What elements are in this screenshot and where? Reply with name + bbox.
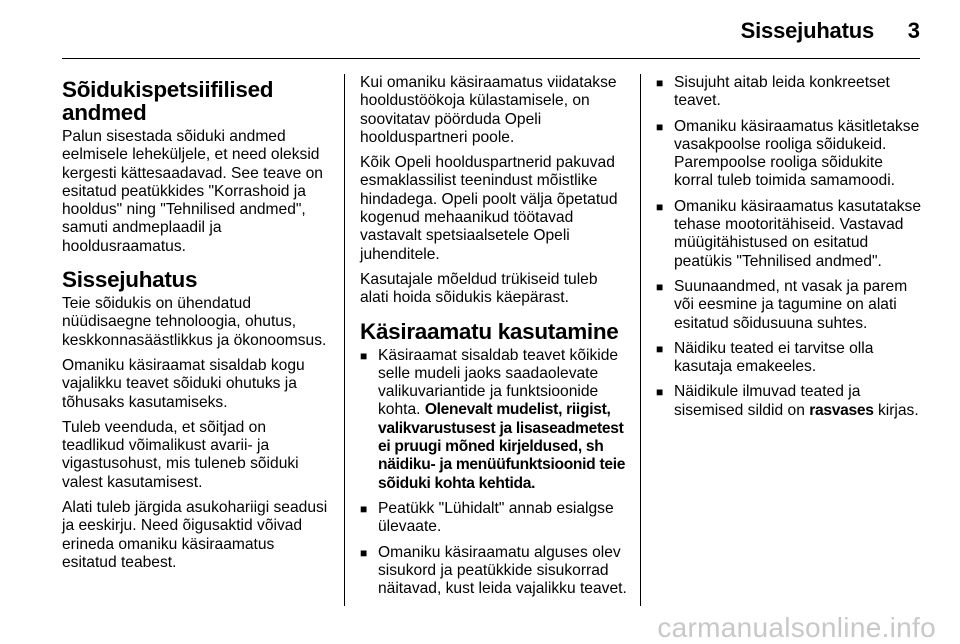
list-item-text: Näidikule ilmuvad teated ja sisemised sildid on <box>674 383 861 419</box>
list-item-text: Omaniku käsiraamatus kasutatakse tehase mootoritähiseid. Vastavad müügitähistused on esitatud peatükis "Tehnilised andmed". <box>674 197 922 270</box>
bullet-square-icon: ■ <box>656 119 664 134</box>
column-3 <box>656 74 924 427</box>
list-item <box>656 118 924 191</box>
list-item <box>360 347 628 493</box>
list-item-text: Omaniku käsiraamatu alguses olev sisukord ja peatükkide sisukorrad näitavad, kust leida vajalikku teavet. <box>378 543 627 598</box>
list-item <box>360 544 628 599</box>
bullet-list <box>656 74 924 420</box>
list-item-text: Omaniku käsiraamatus käsitletakse vasakpoolse rooliga sõidukeid. Parempoolse rooliga sõidukite korral tuleb toimida samamoodi. <box>674 117 920 190</box>
list-item-text: Käsiraamat sisaldab teavet kõikide selle mudeli jaoks saadaolevate valikuvariantide ja funktsioonide kohta. <box>378 346 619 419</box>
bullet-list <box>360 347 628 599</box>
column-divider <box>640 74 641 606</box>
list-item <box>656 74 924 111</box>
paragraph: Teie sõidukis on ühendatud nüüdisaegne tehnoloogia, ohutus, keskkonnasäästlikkus ja ökonoomsus. <box>62 295 327 349</box>
list-item-text: kirjas. <box>873 401 919 419</box>
running-title: Sissejuhatus <box>740 18 874 43</box>
list-item <box>360 500 628 537</box>
paragraph: Kui omaniku käsiraamatus viidatakse hooldustöökoja külastamisele, on soovitatav pöörduda Opeli hoolduspartneri poole. <box>360 74 617 146</box>
column-1 <box>62 74 330 579</box>
watermark: carmanualsonline.info <box>657 612 936 643</box>
page-number: 3 <box>907 18 920 43</box>
list-item-text: Sisujuht aitab leida konkreetset teavet. <box>674 74 890 110</box>
bullet-square-icon: ■ <box>656 385 664 400</box>
list-item-text: Suunaandmed, nt vasak ja parem või eesmine ja tagumine on alati esitatud sõidusuuna suhtes. <box>674 277 908 332</box>
paragraph: Kõik Opeli hoolduspartnerid pakuvad esmaklassilist teenindust mõistlike hindadega. Opeli poolt välja õpetatud kogenud mehaanikud töötavad vastavalt spetsiaalsetele Opeli juhenditele. <box>360 154 618 263</box>
list-item-bold-text: rasvases <box>809 401 874 419</box>
list-item <box>656 278 924 333</box>
list-item <box>656 383 924 420</box>
bullet-square-icon: ■ <box>656 76 664 90</box>
header-rule <box>62 58 920 59</box>
column-divider <box>344 74 345 606</box>
list-item <box>656 340 924 377</box>
list-item-text: Näidiku teated ei tarvitse olla kasutaja emakeeles. <box>674 339 874 376</box>
column-2 <box>360 74 628 605</box>
list-item <box>656 198 924 271</box>
paragraph: Kasutajale mõeldud trükiseid tuleb alati hoida sõidukis käepärast. <box>360 270 598 307</box>
page-header <box>62 14 920 54</box>
paragraph: Palun sisestada sõiduki andmed eelmisele leheküljele, et need oleksid kergesti kättesaadavad. See teave on esitatud peatükkides "Korrashoid ja hooldus" ning "Tehnilised andmed", samuti andmeplaadil ja hooldusraamatus. <box>62 128 323 255</box>
bullet-square-icon: ■ <box>656 199 664 214</box>
paragraph: Omaniku käsiraamat sisaldab kogu vajalikku teavet sõiduki ohutuks ja tõhusaks kasutamiseks. <box>62 356 305 411</box>
paragraph: Alati tuleb järgida asukohariigi seadusi ja eeskirju. Need õigusaktid võivad erineda omaniku käsiraamatus esitatud teabest. <box>62 499 328 571</box>
paragraph: Tuleb veenduda, et sõitjad on teadlikud võimalikust avarii- ja vigastusohust, mis tuleneb sõiduki valest kasutamisest. <box>62 418 299 491</box>
section-heading-vehicle-data: Sõidukispetsiifilised andmed <box>62 77 274 125</box>
list-item-text: Peatükk "Lühidalt" annab esialgse ülevaate. <box>378 499 614 536</box>
bullet-square-icon: ■ <box>360 348 368 363</box>
bullet-square-icon: ■ <box>360 501 368 516</box>
bullet-square-icon: ■ <box>656 341 664 356</box>
bullet-square-icon: ■ <box>360 545 368 560</box>
bullet-square-icon: ■ <box>656 279 664 294</box>
list-item-bold-text: Olenevalt mudelist, riigist, valikvarustusest ja lisaseadmetest ei pruugi mõned kirjeldused, sh näidiku- ja menüüfunktsioonid teie sõiduki kohta kehtida. <box>378 401 626 492</box>
section-heading-introduction: Sissejuhatus <box>62 267 198 293</box>
section-heading-manual-usage: Käsiraamatu kasutamine <box>360 318 619 344</box>
